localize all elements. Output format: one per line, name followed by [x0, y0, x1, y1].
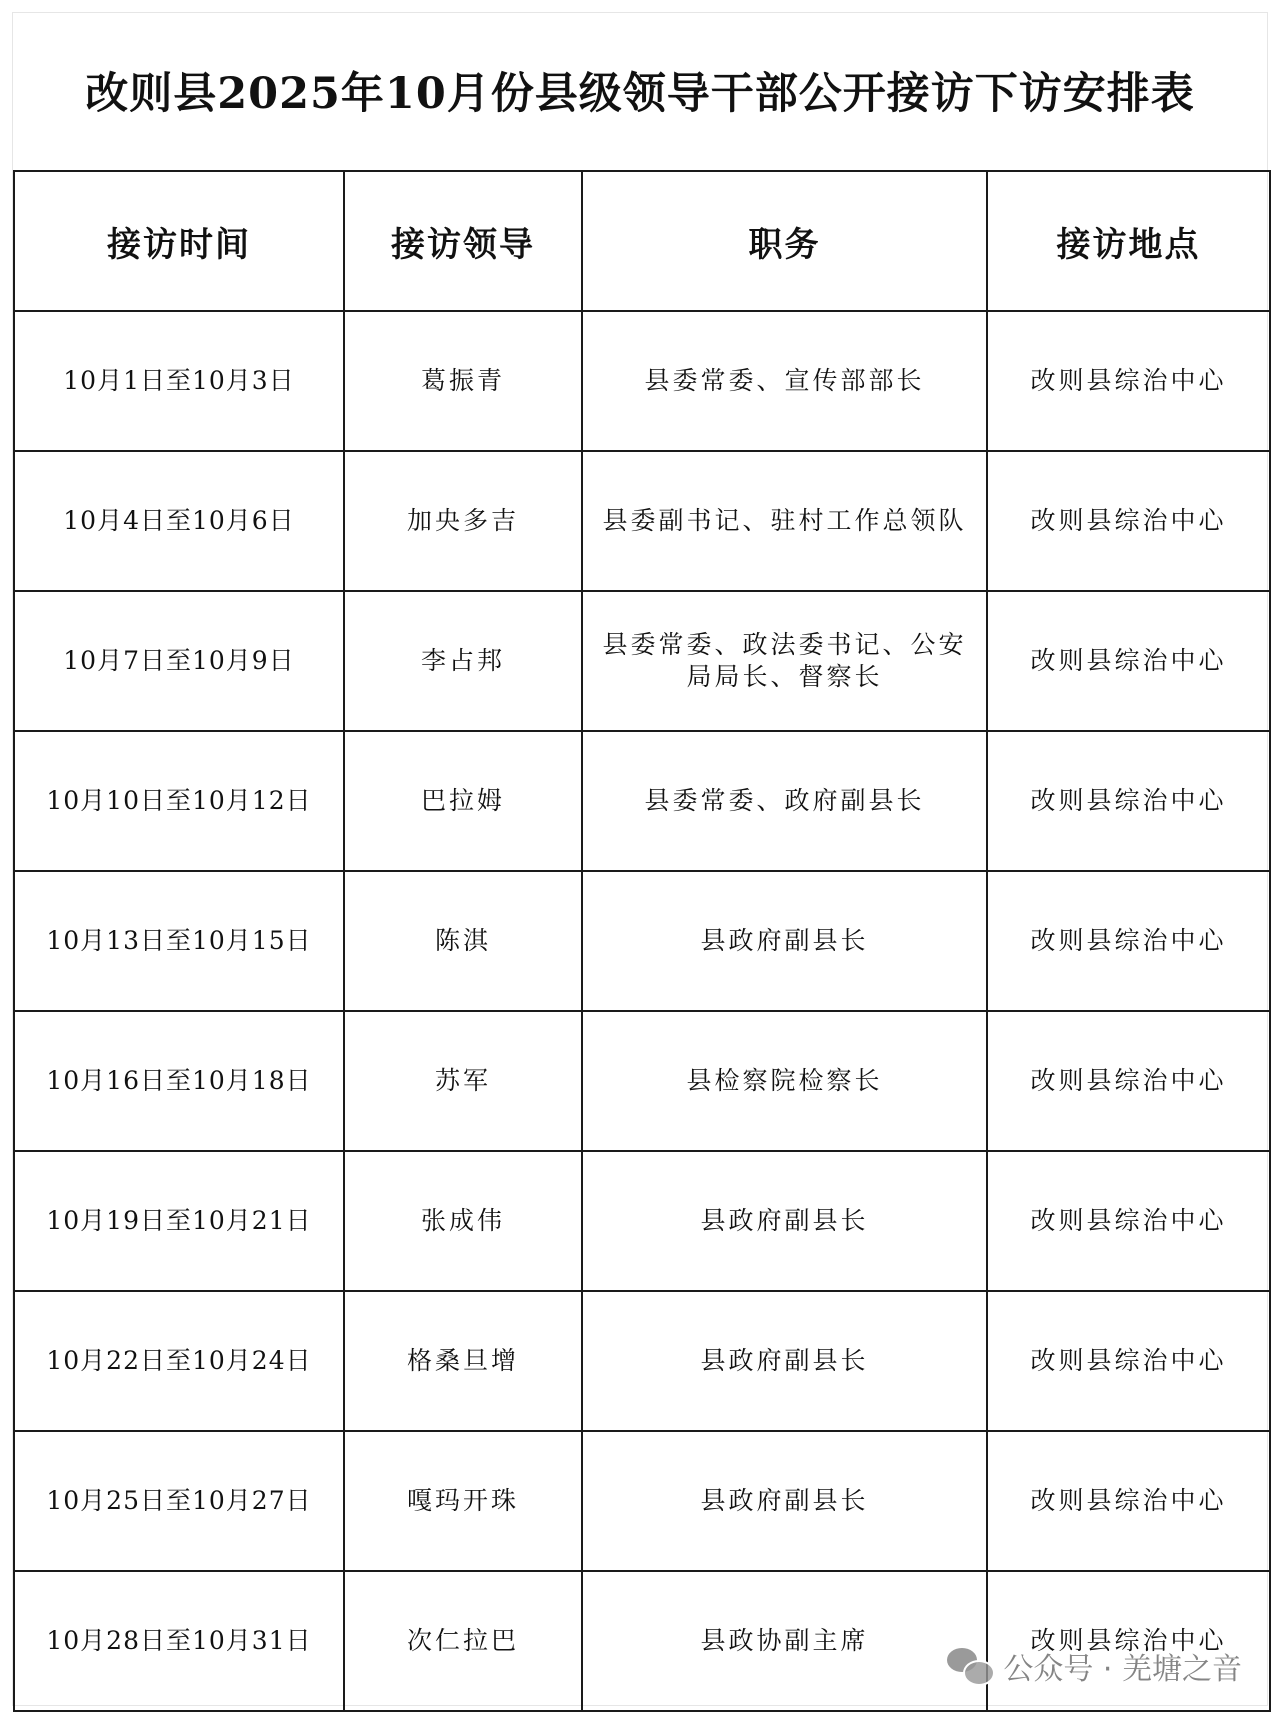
cell-leader: 张成伟 [344, 1151, 582, 1291]
watermark-text: 公众号 · 羌塘之音 [1003, 1652, 1242, 1687]
header-position: 职务 [582, 171, 987, 311]
table-row [14, 311, 1270, 451]
cell-leader: 格桑旦增 [344, 1291, 582, 1431]
cell-time: 10月13日至10月15日 [14, 871, 344, 1011]
cell-location: 改则县综治中心 [987, 591, 1270, 731]
cell-location: 改则县综治中心 [987, 871, 1270, 1011]
cell-leader: 李占邦 [344, 591, 582, 731]
cell-position: 县委常委、政法委书记、公安局局长、督察长 [582, 591, 987, 731]
cell-leader: 巴拉姆 [344, 731, 582, 871]
header-location: 接访地点 [987, 171, 1270, 311]
cell-leader: 嘎玛开珠 [344, 1431, 582, 1571]
table-row [14, 1011, 1270, 1151]
cell-leader: 加央多吉 [344, 451, 582, 591]
cell-time: 10月7日至10月9日 [14, 591, 344, 731]
table-row [14, 591, 1270, 731]
cell-position: 县委常委、宣传部部长 [582, 311, 987, 451]
cell-leader: 苏军 [344, 1011, 582, 1151]
cell-position: 县检察院检察长 [582, 1011, 987, 1151]
cell-location: 改则县综治中心 [987, 1571, 1270, 1711]
cell-time: 10月10日至10月12日 [14, 731, 344, 871]
table-row [14, 1571, 1270, 1711]
document-page [12, 12, 1268, 1706]
cell-leader: 次仁拉巴 [344, 1571, 582, 1711]
cell-time: 10月16日至10月18日 [14, 1011, 344, 1151]
table-row [14, 731, 1270, 871]
cell-position: 县政府副县长 [582, 1291, 987, 1431]
cell-position: 县政府副县长 [582, 1431, 987, 1571]
cell-time: 10月19日至10月21日 [14, 1151, 344, 1291]
cell-position: 县政府副县长 [582, 1151, 987, 1291]
cell-position: 县政协副主席 [582, 1571, 987, 1711]
cell-location: 改则县综治中心 [987, 451, 1270, 591]
cell-leader: 陈淇 [344, 871, 582, 1011]
cell-time: 10月28日至10月31日 [14, 1571, 344, 1711]
table-row [14, 871, 1270, 1011]
header-leader: 接访领导 [344, 171, 582, 311]
cell-position: 县政府副县长 [582, 871, 987, 1011]
schedule-table [13, 170, 1271, 1712]
header-time: 接访时间 [14, 171, 344, 311]
cell-time: 10月25日至10月27日 [14, 1431, 344, 1571]
cell-time: 10月1日至10月3日 [14, 311, 344, 451]
cell-position: 县委副书记、驻村工作总领队 [582, 451, 987, 591]
table-row [14, 451, 1270, 591]
cell-time: 10月4日至10月6日 [14, 451, 344, 591]
cell-time: 10月22日至10月24日 [14, 1291, 344, 1431]
table-row [14, 1151, 1270, 1291]
cell-location: 改则县综治中心 [987, 1151, 1270, 1291]
cell-location: 改则县综治中心 [987, 311, 1270, 451]
cell-location: 改则县综治中心 [987, 1291, 1270, 1431]
cell-leader: 葛振青 [344, 311, 582, 451]
document-title: 改则县2025年10月份县级领导干部公开接访下访安排表 [85, 68, 1195, 119]
table-row [14, 1291, 1270, 1431]
cell-location: 改则县综治中心 [987, 731, 1270, 871]
header-row [14, 171, 1270, 311]
cell-location: 改则县综治中心 [987, 1011, 1270, 1151]
cell-position: 县委常委、政府副县长 [582, 731, 987, 871]
cell-location: 改则县综治中心 [987, 1431, 1270, 1571]
table-row [14, 1431, 1270, 1571]
